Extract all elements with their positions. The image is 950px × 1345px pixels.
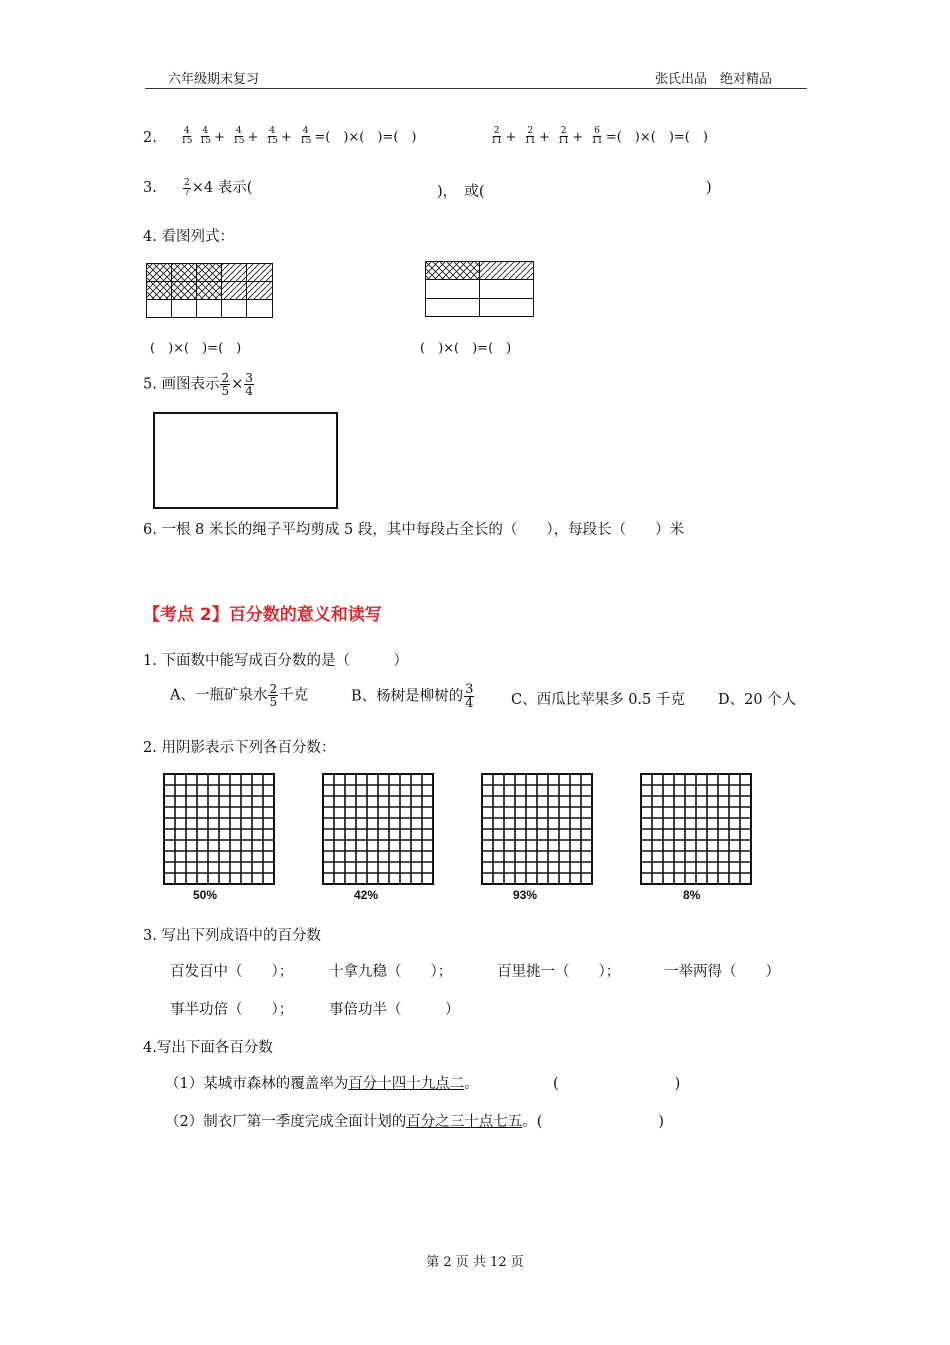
s2q2-text: 2. 用阴影表示下列各百分数： bbox=[143, 740, 336, 756]
fraction: $\frac{2}{5}$ bbox=[221, 371, 230, 398]
fraction: $\frac{3}{4}$ bbox=[245, 371, 253, 398]
q4-diagram-right bbox=[425, 261, 537, 319]
fraction: $\frac{3}{4}$ bbox=[465, 682, 474, 711]
hundred-grid[interactable] bbox=[322, 773, 434, 885]
fraction: $\frac{2}{11}$ bbox=[491, 126, 503, 146]
s2q1-option-c: C、西瓜比苹果多 0.5 千克 bbox=[511, 692, 685, 708]
section-title: 【考点 2】百分数的意义和读写 bbox=[143, 605, 382, 625]
page-footer: 第 2 页 共 12 页 bbox=[426, 1255, 524, 1270]
q2-left-expression: $\frac{4}{15}$ $\frac{4}{15}$ + $\frac{4}{15}$ + $\frac{4}{15}$ + $\frac{4}{15}$ =( )×( )=( ) bbox=[181, 126, 417, 146]
header-rule bbox=[145, 88, 807, 89]
fraction: $\frac{4}{15}$ bbox=[181, 126, 193, 146]
s2q4-item-1: （1）某城市森林的覆盖率为百分十四十九点二。 bbox=[165, 1076, 479, 1092]
hundred-grid[interactable] bbox=[481, 773, 593, 885]
q2-right-expression: $\frac{2}{11}$ + $\frac{2}{11}$ + $\frac{2}{11}$ + $\frac{6}{11}$ =( )×( )=( ) bbox=[491, 126, 708, 146]
fraction: $\frac{2}{11}$ bbox=[557, 126, 570, 146]
fraction: $\frac{6}{11}$ bbox=[591, 126, 603, 146]
hatch-region bbox=[480, 262, 534, 280]
grid-label: 93% bbox=[513, 888, 538, 902]
fraction: $\frac{4}{15}$ bbox=[299, 126, 312, 146]
header-left: 六年级期末复习 bbox=[168, 72, 260, 87]
q3-number: 3. bbox=[143, 180, 157, 196]
idiom-item: 一举两得（ ） bbox=[664, 964, 780, 980]
s2q1-option-a: A、一瓶矿泉水 $\frac{2}{5}$ 千克 bbox=[170, 682, 309, 709]
q3-close-paren: ) bbox=[706, 180, 712, 196]
q5-prompt: 5. 画图表示 $\frac{2}{5}$ × $\frac{3}{4}$ bbox=[143, 371, 253, 398]
idiom-item: 百发百中（ ）； bbox=[170, 964, 294, 980]
hundred-grid[interactable] bbox=[163, 773, 275, 885]
q6-text: 6. 一根 8 米长的绳子平均剪成 5 段，其中每段占全长的（ ），每段长（ ）米 bbox=[143, 522, 685, 538]
q4-diagram-left bbox=[146, 263, 276, 319]
q4-formula-right: ( )×( )=( ) bbox=[420, 341, 512, 356]
idiom-item: 事半功倍（ ）； bbox=[170, 1002, 294, 1018]
s2q1-text: 1. 下面数中能写成百分数的是（ ） bbox=[143, 653, 408, 669]
header-right: 张氏出品 绝对精品 bbox=[655, 72, 773, 87]
fraction: $\frac{4}{15}$ bbox=[199, 126, 211, 146]
fraction: $\frac{2}{7}$ bbox=[184, 177, 190, 198]
q5-drawing-box[interactable] bbox=[153, 412, 338, 509]
fraction: $\frac{4}{15}$ bbox=[233, 126, 245, 146]
s2q4-text: 4.写出下面各百分数 bbox=[143, 1040, 273, 1056]
s2q1-option-d: D、20 个人 bbox=[718, 692, 797, 708]
q3-expression: $\frac{2}{7}$ ×4 表示( bbox=[184, 177, 253, 198]
s2q3-text: 3. 写出下列成语中的百分数 bbox=[143, 928, 321, 944]
idiom-item: 十拿九稳（ ）； bbox=[329, 964, 453, 980]
grid-label: 8% bbox=[683, 888, 701, 902]
fraction: $\frac{2}{11}$ bbox=[524, 126, 536, 146]
q4-formula-left: ( )×( )=( ) bbox=[150, 341, 242, 356]
idiom-item: 事倍功半（ ） bbox=[329, 1002, 460, 1018]
s2q4-item-2: （2）制衣厂第一季度完成全面计划的百分之三十点七五。( ) bbox=[165, 1114, 665, 1130]
grid-label: 50% bbox=[193, 888, 218, 902]
s2q4-item-1-blank: ( ) bbox=[553, 1076, 681, 1092]
q4-title: 4. 看图列式： bbox=[143, 229, 234, 245]
grid-label: 42% bbox=[354, 888, 379, 902]
q3-or-text: )， 或( bbox=[437, 184, 485, 200]
fraction: $\frac{4}{15}$ bbox=[266, 126, 278, 146]
fraction: $\frac{2}{5}$ bbox=[269, 682, 278, 709]
q2-number: 2. bbox=[143, 130, 157, 146]
hundred-grid[interactable] bbox=[640, 773, 752, 885]
s2q1-option-b: B、杨树是柳树的 $\frac{3}{4}$ bbox=[351, 682, 474, 711]
crosshatch-region bbox=[426, 262, 480, 280]
idiom-item: 百里挑一（ ）； bbox=[497, 964, 621, 980]
